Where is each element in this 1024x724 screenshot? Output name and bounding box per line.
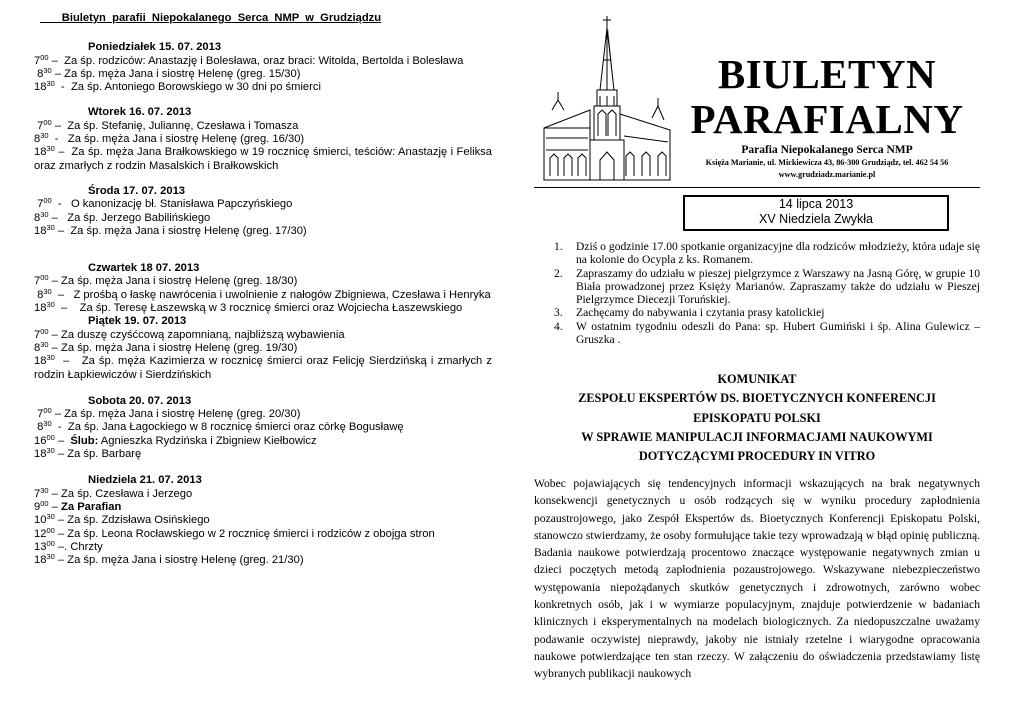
mass-intention: Za śp. męża Kazimierza w rocznicę śmierci oraz Felicję Sierdzińską i zmarłych z rodzin Łapkiewiczów i Sierdzińskich: [34, 355, 493, 381]
mass-intention: Ślub: Agnieszka Rydzińska i Zbigniew Kiełbowicz: [70, 434, 317, 447]
mass-minute: 30: [43, 286, 52, 296]
mass-minute: 00: [40, 498, 49, 508]
entry-separator: –: [54, 514, 68, 527]
mass-intention: Za śp. męża Jana i siostrę Helenę (greg. 17/30): [70, 224, 307, 237]
entry-separator: –: [48, 341, 62, 354]
komunikat-heading: [534, 370, 980, 466]
mass-intention: Za śp. męża Jana i siostrę Helenę (greg. 19/30): [61, 341, 298, 354]
entry-separator: -: [51, 421, 68, 434]
parish-name: Parafia Niepokalanego Serca NMP: [741, 144, 913, 156]
entry-separator: –: [51, 67, 65, 80]
mass-hour: 8: [34, 341, 41, 354]
mass-schedule: [34, 12, 492, 567]
mass-entry: [34, 514, 492, 527]
mass-entry: [34, 65, 492, 81]
mass-entry: [34, 538, 492, 554]
mass-entry: [34, 146, 492, 173]
mass-entry: [34, 355, 492, 382]
day-title: Czwartek 18 07. 2013: [88, 262, 200, 275]
church-icon: [534, 10, 680, 188]
mass-hour: 7: [34, 119, 44, 132]
entry-separator: –: [48, 487, 62, 500]
mass-minute: 30: [40, 209, 49, 219]
bulletin-header: Biuletyn parafii Niepokalanego Serca NMP w Grudziądzu: [40, 12, 382, 24]
announcement-number: 4.: [554, 319, 563, 333]
mass-entry: [34, 408, 492, 421]
mass-entry: [34, 448, 492, 461]
entry-separator: –: [54, 554, 68, 567]
mass-hour: 7: [34, 275, 41, 288]
mass-hour: 7: [34, 198, 44, 211]
announcement-text: Dziś o godzinie 17.00 spotkanie organizacyjne dla rodziców młodzieży, która udaje się na kolonie do Ocypla z ks. Romanem.: [576, 240, 980, 267]
announcement-number: 3.: [554, 306, 563, 320]
mass-hour: 7: [34, 328, 41, 341]
mass-entry: [34, 326, 492, 342]
entry-separator: –: [48, 328, 62, 341]
mass-entry: [34, 554, 492, 567]
mass-intention: Za Parafian: [61, 500, 122, 513]
day-title: Piątek 19. 07. 2013: [88, 315, 187, 328]
mass-minute: 30: [40, 131, 49, 141]
entry-separator: –: [48, 275, 62, 288]
mass-intention: Za śp. męża Jana i siostrę Helenę (greg. 21/30): [67, 554, 304, 567]
entry-separator: –: [48, 211, 68, 224]
entry-separator: –: [48, 54, 65, 67]
header-divider: [534, 187, 980, 188]
mass-minute: 30: [46, 353, 55, 363]
mass-intention: Za śp. męża Jana i siostrę Helenę (greg. 15/30): [64, 67, 301, 80]
mass-hour: 12: [34, 527, 47, 540]
mass-entry: [34, 432, 492, 448]
mass-intention: Za śp. Jerzego Babilińskiego: [67, 211, 211, 224]
mass-hour: 18: [34, 554, 47, 567]
bulletin-title: [680, 52, 974, 142]
announcements-list: [544, 240, 980, 346]
announcement-item: [544, 267, 980, 307]
mass-hour: 7: [34, 54, 41, 67]
komunikat-line: KOMUNIKAT: [717, 372, 797, 386]
mass-entry: [34, 198, 492, 211]
entry-separator: –.: [54, 540, 71, 553]
announcement-number: 2.: [554, 266, 563, 280]
mass-hour: 8: [34, 133, 41, 146]
entry-separator: –: [54, 224, 71, 237]
announcement-text: Zapraszamy do udziału w pieszej pielgrzymce z Warszawy na Jasną Górę, w grupie 10 Biała prowadzonej przez Księży Marianów. Zapraszamy także do udziału w Pieszej Pielgrzymce Diecezji Toruńskiej.: [576, 266, 980, 307]
mass-entry: [34, 222, 492, 238]
mass-hour: 18: [34, 448, 47, 461]
mass-entry: [34, 498, 492, 514]
bulletin-date: 14 lipca 2013: [778, 197, 854, 211]
komunikat-line: EPISKOPATU POLSKI: [693, 410, 821, 425]
entry-separator: –: [51, 288, 74, 301]
mass-entry: [34, 286, 492, 302]
mass-minute: 00: [46, 432, 55, 442]
mass-minute: 00: [43, 117, 52, 127]
bold-prefix: Ślub:: [70, 434, 99, 447]
day-title: Środa 17. 07. 2013: [88, 184, 186, 197]
mass-intention: O kanonizację bł. Stanisława Papczyńskiego: [70, 198, 293, 211]
entry-separator: –: [54, 302, 80, 315]
mass-minute: 00: [43, 406, 52, 416]
mass-intention: Za śp. rodziców: Anastazję i Bolesława, oraz braci: Witolda, Bertolda i Bolesława: [64, 54, 464, 67]
komunikat-line: DOTYCZĄCYMI PROCEDURY IN VITRO: [638, 449, 876, 464]
mass-minute: 00: [46, 525, 55, 535]
mass-entry: [34, 209, 492, 225]
mass-intention: Za śp. Jana Łagockiego w 8 rocznicę śmierci oraz córkę Bogusławę: [67, 421, 404, 434]
mass-hour: 7: [34, 408, 44, 421]
announcement-item: [544, 306, 980, 319]
mass-entry: [34, 421, 492, 434]
mass-hour: 8: [34, 67, 44, 80]
komunikat-line: ZESPOŁU EKSPERTÓW DS. BIOETYCZNYCH KONFERENCJI: [578, 391, 936, 406]
mass-hour: 18: [34, 146, 47, 159]
parish-website: www.grudziadz.marianie.pl: [778, 170, 876, 179]
entry-separator: –: [54, 527, 68, 540]
mass-entry: [34, 275, 492, 288]
mass-hour: 18: [34, 302, 47, 315]
mass-entry: [34, 339, 492, 355]
entry-separator: –: [54, 434, 71, 447]
mass-hour: 13: [34, 540, 47, 553]
entry-separator: –: [51, 119, 68, 132]
mass-hour: 16: [34, 434, 47, 447]
mass-hour: 18: [34, 81, 47, 94]
mass-intention: Za śp. Barbarę: [67, 448, 142, 461]
mass-minute: 30: [46, 144, 55, 154]
day-title: Poniedziałek 15. 07. 2013: [88, 41, 222, 54]
mass-minute: 00: [40, 326, 49, 336]
mass-intention: Za śp. Czesława i Jerzego: [61, 487, 193, 500]
mass-minute: 30: [40, 485, 49, 495]
mass-minute: 00: [46, 538, 55, 548]
announcement-number: 1.: [554, 240, 563, 253]
day-title: Sobota 20. 07. 2013: [88, 394, 192, 407]
entry-separator: –: [48, 500, 62, 513]
entry-separator: -: [48, 133, 68, 146]
entry-separator: -: [51, 198, 71, 211]
mass-hour: 18: [34, 224, 47, 237]
mass-minute: 30: [40, 339, 49, 349]
day-title: Niedziela 21. 07. 2013: [88, 474, 202, 487]
mass-minute: 30: [43, 65, 52, 75]
mass-minute: 30: [46, 79, 55, 89]
mass-minute: 30: [46, 512, 55, 522]
mass-minute: 30: [43, 419, 52, 429]
komunikat-body: Wobec pojawiających się tendencyjnych informacji wskazujących na brak negatywnych konsekwencji genetycznych u osób rodzących się w wyniku procedury zapłodnienia pozaustrojowego, jako Zespół Ekspertów ds. Bioetycznych Konferencji Episkopatu Polski, stanowczo stwierdzamy, że osoby formułujące takie tezy wprowadzają w błąd opinię publiczną. Badania naukowe potwierdzają procentowo znaczące występowanie negatywnych zmian u dzieci poczętych metodą zapłodnienia pozaustrojowego. Wskazywane niebezpieczeństwo występowania niepożądanych skutków genetycznych i zdrowotnych, zarówno wobec konkretnych osób, jak i w wymiarze populacyjnym, znajduje potwierdzenie w badaniach klinicznych i eksperymentalnych na modelach biologicznych. Za niedopuszczalne uważamy podawanie oczywistej nieprawdy, jakoby nie istniały rzetelne i wiarygodne opracowania naukowe potwierdzające ten stan rzeczy. W załączeniu do oświadczenia przedstawiamy listę wybranych publikacji naukowych: [534, 477, 980, 681]
entry-separator: –: [54, 355, 82, 368]
announcement-item: [544, 240, 980, 267]
entry-separator: –: [51, 408, 65, 421]
schedule-days: [34, 41, 492, 567]
mass-minute: 30: [46, 552, 55, 562]
mass-minute: 30: [46, 446, 55, 456]
mass-hour: 7: [34, 487, 41, 500]
mass-intention: Za śp. Antoniego Borowskiego w 30 dni po śmierci: [70, 81, 321, 94]
mass-entry: [34, 485, 492, 501]
mass-intention: Za śp. Zdzisława Osińskiego: [67, 514, 210, 527]
day-title: Wtorek 16. 07. 2013: [88, 106, 192, 119]
title-line-1: BIULETYN: [717, 51, 937, 97]
mass-hour: 8: [34, 211, 41, 224]
mass-intention: Za śp. Teresę Łaszewską w 3 rocznicę śmierci oraz Wojciecha Łaszewskiego: [79, 302, 463, 315]
mass-intention: Za śp. męża Jana Brałkowskiego w 19 rocznicę śmierci, teściów: Anastazję i Feliksa oraz zmarłych z rodzin Masalskich i Brałkowskich: [34, 146, 492, 172]
mass-entry: [34, 525, 492, 541]
mass-intention: Za śp. Leona Rocławskiego w 2 rocznicę śmierci i rodziców z obojga stron: [67, 527, 435, 540]
parish-address: Księża Marianie, ul. Mickiewicza 43, 86-300 Grudziądz, tel. 462 54 56: [705, 158, 949, 167]
announcement-item: [544, 320, 980, 347]
title-line-2: PARAFIALNY: [690, 96, 964, 142]
mass-intention: Chrzty: [70, 540, 103, 553]
announcement-text: W ostatnim tygodniu odeszli do Pana: sp. Hubert Gumiński i śp. Alina Gulewicz – Gruszka .: [576, 319, 980, 347]
mass-intention: Za śp. męża Jana i siostrę Helenę (greg. 16/30): [67, 133, 305, 146]
date-box: [683, 195, 949, 231]
liturgical-day: XV Niedziela Zwykła: [759, 212, 873, 226]
mass-intention: Za śp. Stefanię, Juliannę, Czesława i Tomasza: [67, 119, 299, 132]
mass-intention: Z prośbą o łaskę nawrócenia i uwolnienie z nałogów Zbigniewa, Czesława i Henryka: [73, 288, 491, 301]
mass-intention: Za duszę czyśćcową zapomnianą, najbliższą wybawienia: [61, 328, 345, 341]
mass-minute: 00: [43, 196, 52, 206]
mass-hour: 10: [34, 514, 47, 527]
mass-entry: [34, 302, 492, 315]
mass-entry: [34, 117, 492, 133]
mass-minute: 30: [46, 300, 55, 310]
mass-entry: [34, 133, 492, 146]
mass-entry: [34, 52, 492, 68]
entry-separator: -: [54, 81, 71, 94]
announcement-text: Zachęcamy do nabywania i czytania prasy katolickiej: [576, 306, 825, 320]
mass-minute: 00: [40, 273, 49, 283]
mass-minute: 30: [46, 222, 55, 232]
mass-minute: 00: [40, 52, 49, 62]
komunikat-line: W SPRAWIE MANIPULACJI INFORMACJAMI NAUKOWYMI: [581, 429, 933, 444]
mass-hour: 18: [34, 355, 47, 368]
mass-intention: Za śp. męża Jana i siostrę Helenę (greg. 18/30): [61, 275, 298, 288]
mass-hour: 8: [34, 421, 44, 434]
mass-entry: [34, 81, 492, 94]
entry-separator: –: [54, 448, 68, 461]
entry-separator: –: [54, 146, 72, 159]
mass-intention: Za śp. męża Jana i siostrę Helenę (greg. 20/30): [64, 408, 301, 421]
mass-hour: 8: [34, 288, 44, 301]
mass-hour: 9: [34, 500, 41, 513]
